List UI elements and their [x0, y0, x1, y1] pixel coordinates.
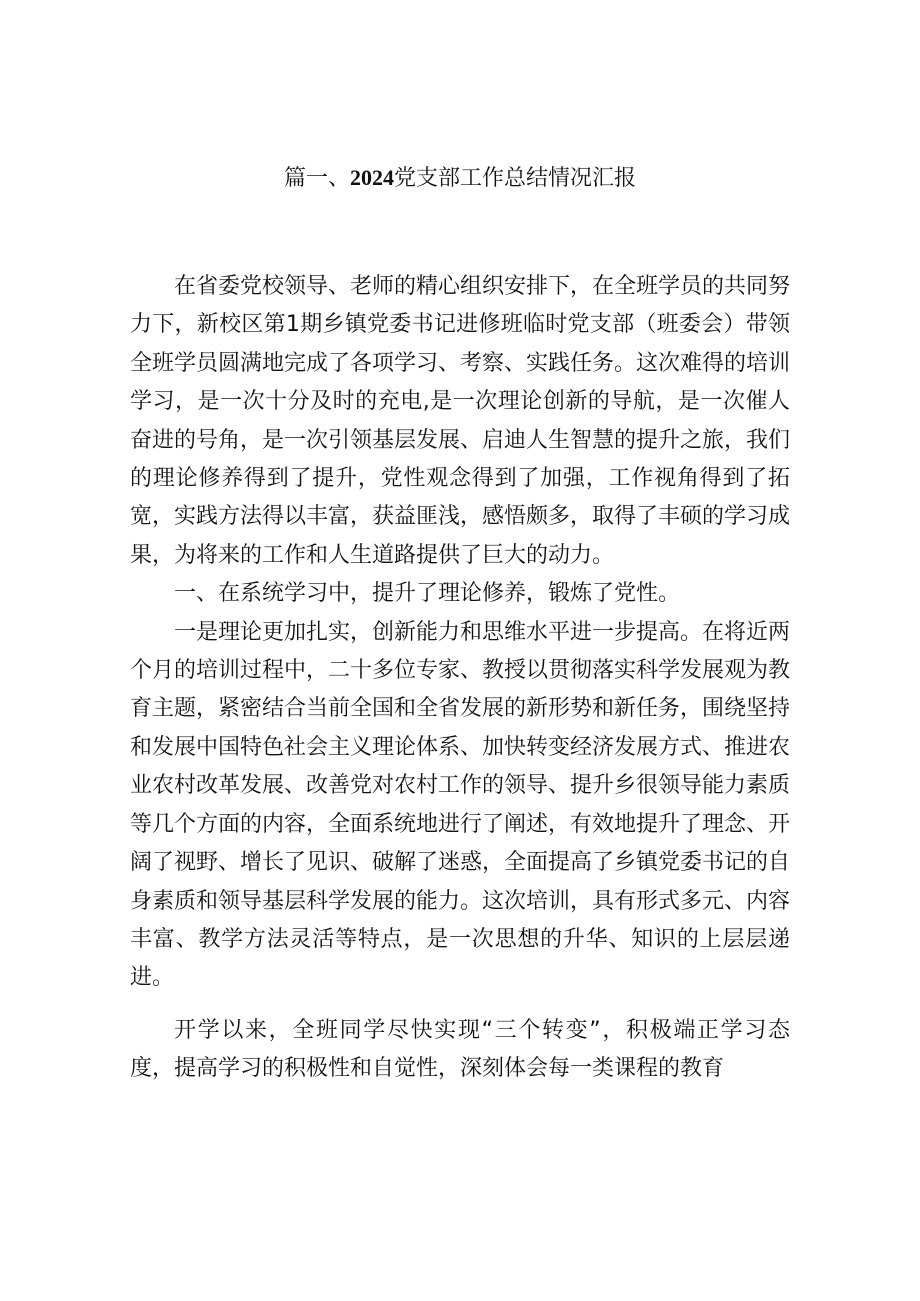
paragraph-since-start: 开学以来，全班同学尽快实现“三个转变”，积极端正学习态度，提高学习的积极性和自觉性，深刻体会每一类课程的教育 [130, 1017, 790, 1082]
section-heading-one: 一、在系统学习中，提升了理论修养，锻炼了党性。 [174, 581, 681, 607]
document-title [0, 160, 920, 197]
title-year: 2024 [350, 165, 394, 190]
paragraph-intro: 在省委党校领导、老师的精心组织安排下，在全班学员的共同努力下，新校区第1期乡镇党委书记进修班临时党支部（班委会）带领全班学员圆满地完成了各项学习、考察、实践任务。这次难得的培训学习，是一次十分及时的充电,是一次理论创新的导航，是一次催人奋进的号角，是一次引领基层发展、启迪人生智慧的提升之旅，我们的理论修养得到了提升，党性观念得到了加强，工作视角得到了拓宽，实践方法得以丰富，获益匪浅，感悟颇多，取得了丰硕的学习成果，为将来的工作和人生道路提供了巨大的动力。 [130, 274, 791, 568]
document-body [130, 268, 790, 1089]
title-suffix: 党支部工作总结情况汇报 [394, 166, 637, 191]
title-prefix: 篇一、 [283, 166, 350, 191]
paragraph-theory: 一是理论更加扎实，创新能力和思维水平进一步提高。在将近两个月的培训过程中，二十多位专家、教授以贯彻落实科学发展观为教育主题，紧密结合当前全国和全省发展的新形势和新任务，围绕坚持和发展中国特色社会主义理论体系、加快转变经济发展方式、推进农业农村改革发展、改善党对农村工作的领导、提升乡很领导能力素质等几个方面的内容，全面系统地进行了阐述，有效地提升了理念、开阔了视野、增长了见识、破解了迷惑，全面提高了乡镇党委书记的自身素质和领导基层科学发展的能力。这次培训，具有形式多元、内容丰富、教学方法灵活等特点，是一次思想的升华、知识的上层层递进。 [130, 619, 791, 991]
